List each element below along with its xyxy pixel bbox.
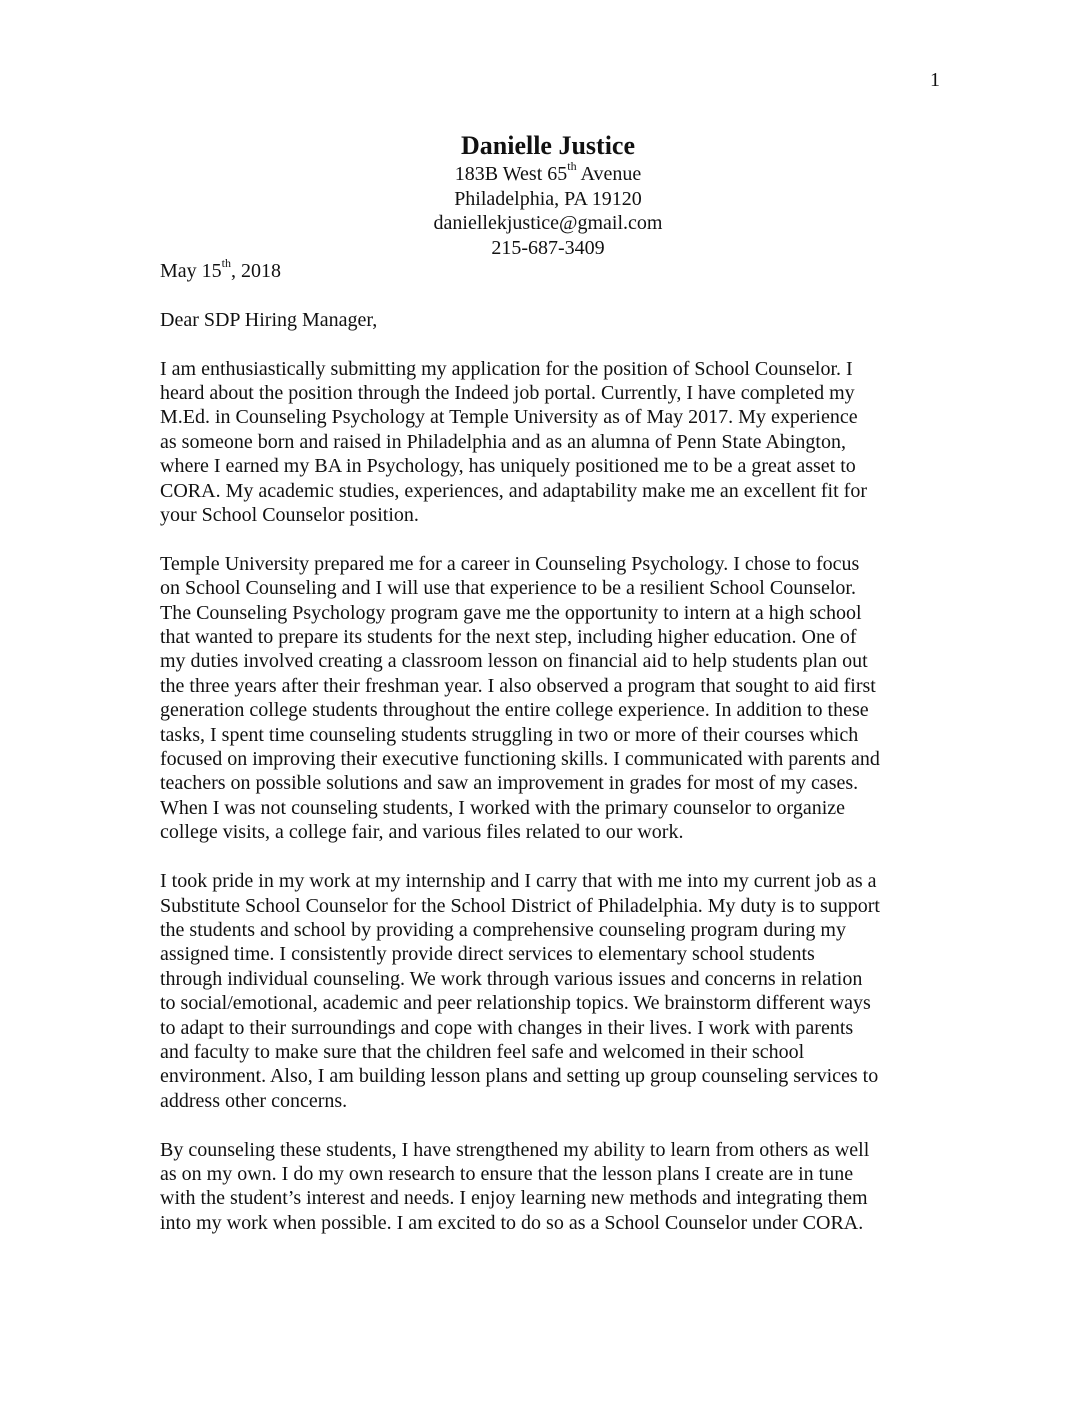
text-line: where I earned my BA in Psychology, has uniquely positioned me to be a great asset to	[160, 455, 856, 478]
salutation: Dear SDP Hiring Manager,	[160, 308, 378, 331]
address-city: Philadelphia, PA 19120	[454, 187, 642, 210]
text-line: I took pride in my work at my internship and I carry that with me into my current job as a	[160, 870, 877, 893]
text-line: CORA. My academic studies, experiences, and adaptability make me an excellent fit for	[160, 479, 867, 502]
letter-date	[160, 256, 950, 283]
text-line: the students and school by providing a comprehensive counseling program during my	[160, 918, 846, 941]
address-street-name: Avenue	[576, 163, 642, 185]
text-line: with the student’s interest and needs. I enjoy learning new methods and integrating them	[160, 1187, 868, 1210]
applicant-name: Danielle Justice	[460, 131, 636, 160]
address-street	[8, 159, 1088, 187]
text-line: Temple University prepared me for a career in Counseling Psychology. I chose to focus	[160, 552, 860, 575]
text-line: the three years after their freshman year. I also observed a program that sought to aid first	[160, 674, 876, 697]
text-line: generation college students throughout the entire college experience. In addition to these	[160, 699, 869, 722]
text-line: tasks, I spent time counseling students struggling in two or more of their courses which	[160, 723, 859, 746]
letter-body	[160, 256, 950, 1260]
text-line: into my work when possible. I am excited to do so as a School Counselor under CORA.	[160, 1211, 864, 1234]
date-month-day: May 15	[160, 260, 222, 282]
paragraph-current-job	[160, 869, 950, 1113]
text-line: Substitute School Counselor for the School District of Philadelphia. My duty is to support	[160, 894, 880, 917]
text-line: assigned time. I consistently provide direct services to elementary school students	[160, 943, 815, 966]
paragraph-education	[160, 552, 950, 845]
text-line: address other concerns.	[160, 1089, 348, 1112]
text-line: The Counseling Psychology program gave me the opportunity to intern at a high school	[160, 601, 862, 624]
text-line: as on my own. I do my own research to ensure that the lesson plans I create are in tune	[160, 1162, 854, 1185]
date-ordinal-suffix: th	[221, 256, 232, 271]
text-line: environment. Also, I am building lesson plans and setting up group counseling services to	[160, 1065, 879, 1088]
text-line: that wanted to prepare its students for the next step, including higher education. One of	[160, 626, 857, 649]
text-line: to social/emotional, academic and peer relationship topics. We brainstorm different ways	[160, 992, 871, 1015]
letterhead	[0, 130, 1088, 260]
text-line: and faculty to make sure that the children feel safe and welcomed in their school	[160, 1040, 805, 1063]
text-line: By counseling these students, I have strengthened my ability to learn from others as well	[160, 1138, 870, 1161]
text-line: to adapt to their surroundings and cope with changes in their lives. I work with parents	[160, 1016, 854, 1039]
address-ordinal-suffix: th	[567, 159, 577, 174]
address-street-number: 183B West 65	[454, 163, 568, 185]
text-line: as someone born and raised in Philadelphia and as an alumna of Penn State Abington,	[160, 430, 846, 453]
text-line: focused on improving their executive functioning skills. I communicated with parents and	[160, 748, 880, 771]
email-address: daniellekjustice@gmail.com	[433, 212, 663, 234]
paragraph-closing	[160, 1138, 950, 1236]
text-line: When I was not counseling students, I worked with the primary counselor to organize	[160, 796, 846, 819]
text-line: college visits, a college fair, and various files related to our work.	[160, 821, 684, 844]
phone-number: 215-687-3409	[491, 236, 605, 259]
text-line: teachers on possible solutions and saw an improvement in grades for most of my cases.	[160, 772, 859, 795]
text-line: heard about the position through the Indeed job portal. Currently, I have completed my	[160, 382, 855, 404]
text-line: my duties involved creating a classroom lesson on financial aid to help students plan out	[160, 650, 868, 673]
date-year: , 2018	[231, 260, 282, 282]
text-line: your School Counselor position.	[160, 504, 419, 527]
text-line: through individual counseling. We work through various issues and concerns in relation	[160, 967, 863, 990]
text-line: M.Ed. in Counseling Psychology at Temple University as of May 2017. My experience	[160, 406, 858, 429]
text-line: on School Counseling and I will use that experience to be a resilient School Counselor.	[160, 577, 856, 600]
page-number: 1	[930, 69, 940, 91]
paragraph-intro	[160, 357, 950, 528]
text-line: I am enthusiastically submitting my application for the position of School Counselor. I	[160, 357, 853, 380]
